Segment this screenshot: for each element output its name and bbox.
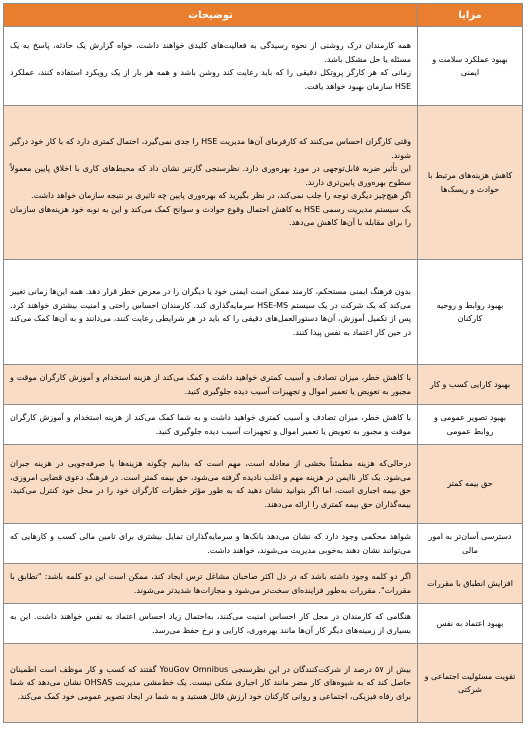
description-paragraph: هنگامی که کارمندان در محل کار احساس امنیت می‌کنند، به‌احتمال زیاد احساس اعتماد به نفس خواهند داشت. این به بسیاری از زمینه‌های دیگر کار آن‌ها مانند بهره‌وری، کارایی و نرخ حفظ می‌رسد. xyxy=(10,612,411,635)
advantage-cell: بهبود تصویر عمومی و روابط عمومی xyxy=(418,405,523,445)
description-cell xyxy=(4,564,418,604)
description-paragraph: شواهد محکمی وجود دارد که نشان می‌دهد بانک‌ها و سرمایه‌گذاران تمایل بیشتری برای تامین مالی کسب و کارهایی که می‌توانند نشان دهند به‌خوبی مدیریت می‌شوند، خواهند داشت. xyxy=(10,532,411,555)
table-row xyxy=(4,524,523,564)
advantage-cell: دسترسی آسان‌تر به امور مالی xyxy=(418,524,523,564)
advantage-cell: بهبود کارایی کسب و کار xyxy=(418,365,523,405)
table-row xyxy=(4,564,523,604)
table-row xyxy=(4,405,523,445)
description-paragraph: بیش از ۵۷ درصد از شرکت‌کنندگان در این نظرسنجی YouGov Omnibus گفتند که کسب و کار موظف است اطمینان حاصل کند که به شیوه‌های کار مضر مانند کار اجباری متکی نیست. یک خط‌مشی مدیریت OHSAS نشان می‌دهد که شما برای رفاه فیزیکی، اجتماعی و روانی کارکنان خود ارزش قائل هستید و به شما در ایجاد تصویر عمومی خود کمک می‌کند. xyxy=(10,664,411,701)
advantage-cell: حق بیمه کمتر xyxy=(418,445,523,524)
description-cell xyxy=(4,405,418,445)
description-paragraph: یک سیستم مدیریت رسمی HSE به کاهش احتمال وقوع حوادث و سوانح کمک می‌کند و این به نوبه خود هزینه‌های سازمان را برای مقابله با آن‌ها کاهش می‌دهد. xyxy=(10,204,411,228)
advantage-cell: کاهش هزینه‌های مرتبط با حوادث و ریسک‌ها xyxy=(418,106,523,260)
description-cell xyxy=(4,365,418,405)
description-paragraph: اگر دو کلمه وجود داشته باشد که در دل اکثر صاحبان مشاغل ترس ایجاد کند، ممکن است این دو کلمه باشد: "تطابق با مقررات". مقررات به‌طور فزاینده‌ای سخت‌تر می‌شود و مجازات‌ها شدیدتر می‌شوند. xyxy=(10,572,411,595)
description-paragraph: این تأثیر ضربه قابل‌توجهی در مورد بهره‌وری دارد. نظرسنجی گارتنر نشان داد که محیط‌های کاری با اخلاق پایین معمولاً سطوح بهره‌وری پایین‌تری دارند. xyxy=(10,164,411,187)
description-paragraph: وقتی کارگران احساس می‌کنند که کارفرمای آن‌ها مدیریت HSE را جدی نمی‌گیرد، احتمال کمتری دارد که با کار خود درگیر شوند. xyxy=(10,137,411,160)
description-cell xyxy=(4,524,418,564)
table-row xyxy=(4,604,523,644)
description-cell xyxy=(4,260,418,365)
advantages-table xyxy=(3,3,523,723)
table-row xyxy=(4,445,523,524)
advantage-cell: بهبود روابط و روحیه کارکنان xyxy=(418,260,523,365)
description-paragraph: زمانی که هر کارگر پروتکل دقیقی را که باید رعایت کند روشن باشد و همه هر بار از یک رویکرد استفاده کنند، عملکرد HSE سازمان بهبود خواهد یافت. xyxy=(10,68,411,91)
description-paragraph: درحالی‌که هزینه مطمئناً بخشی از معادله است، مهم است که بدانیم چگونه هزینه‌ها یا صرفه‌جویی در هزینه جبران می‌شود. یک کار ناایمن در هزینه مهم و اغلب نادیده گرفته می‌شود، حق بیمه کمتر است. در فرهنگ دعوی قضایی امروزی، حق بیمه اجباری است، اما اگر بتوانید نشان دهید که به طور مؤثر خطرات کارگران خود را در محل خود کنترل می‌کنید، بیمه‌گذاران حق بیمه کمتری را ارائه می‌دهند. xyxy=(10,459,411,509)
table-row xyxy=(4,27,523,106)
advantage-cell: بهبود عملکرد سلامت و ایمنی xyxy=(418,27,523,106)
description-paragraph: با کاهش خطر، میزان تصادف و آسیب کمتری خواهید داشت و به شما کمک می‌کند از هزینه استخدام و آموزش کارگران موقت و مجبور به تعویض یا تعمیر اموال و تجهیزات آسیب دیده جلوگیری کنید. xyxy=(10,413,411,436)
description-paragraph: اگر هیچ‌چیز دیگری توجه را جلب نمی‌کند، در نظر بگیرید که بهره‌وری پایین چه تاثیری بر نتیجه سازمان خواهد داشت. xyxy=(31,191,411,201)
description-cell xyxy=(4,27,418,106)
description-cell xyxy=(4,106,418,260)
table-row xyxy=(4,365,523,405)
advantage-cell: بهبود اعتماد به نفس xyxy=(418,604,523,644)
table-header-row xyxy=(4,4,523,27)
table-row xyxy=(4,260,523,365)
description-paragraph: همه کارمندان درک روشنی از نحوه رسیدگی به فعالیت‌های کلیدی خواهند داشت، خواه گزارش یک حادثه، پاسخ به یک مسئله یا حل مشکل باشد. xyxy=(10,41,411,64)
description-cell xyxy=(4,445,418,524)
advantage-cell: افزایش انطباق با مقررات xyxy=(418,564,523,604)
header-advantages: مزایا xyxy=(418,4,523,27)
description-cell xyxy=(4,644,418,723)
description-paragraph: بدون فرهنگ ایمنی مستحکم، کارمند ممکن است ایمنی خود یا دیگران را در معرض خطر قرار دهد. همه این‌ها زمانی تغییر می‌کند که یک شرکت در یک سیستم HSE-MS سرمایه‌گذاری کند. کارمندان احساس راحتی و امنیت بیشتری خواهند کرد. پس از تکمیل آموزش، آن‌ها دستورالعمل‌های دقیقی را که باید در هر شرایطی رعایت کنند، می‌دانند و به آن‌ها کمک می‌کند در حین کار اعتماد به نفس پیدا کنند. xyxy=(10,287,412,337)
header-description: توضیحات xyxy=(4,4,418,27)
table-row xyxy=(4,644,523,723)
description-cell xyxy=(4,604,418,644)
advantage-cell: تقویت مسئولیت اجتماعی و شرکتی xyxy=(418,644,523,723)
table-row xyxy=(4,106,523,260)
description-paragraph: با کاهش خطر، میزان تصادف و آسیب کمتری خواهید داشت و کمک می‌کند از هزینه استخدام و آموزش کارگران موقت و مجبور به تعویض یا تعمیر اموال و تجهیزات آسیب دیده جلوگیری کنید. xyxy=(10,373,411,396)
